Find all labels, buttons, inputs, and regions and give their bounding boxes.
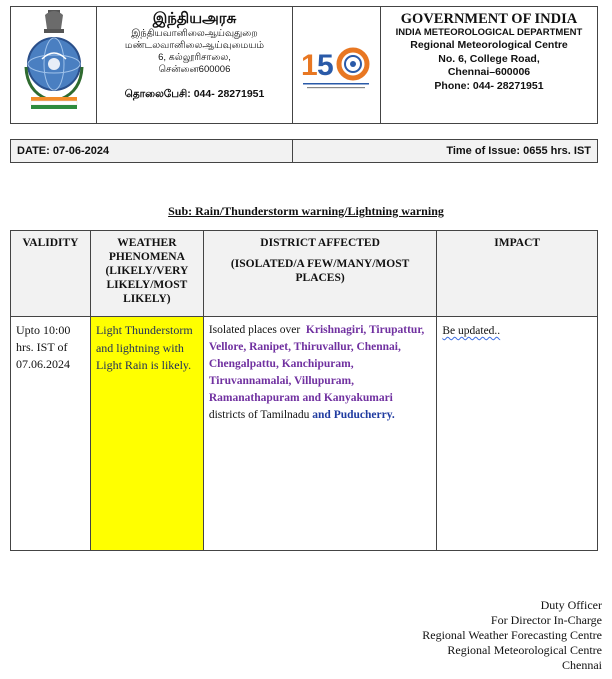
imd-150-years-logo-icon: [293, 7, 381, 123]
signature-line: Regional Meteorological Centre: [447, 643, 602, 657]
address-line: Chennai–600006: [447, 66, 531, 78]
date-bar: [10, 139, 598, 163]
tamil-line: மண்டலவானிலைஆய்வுமையம்: [124, 40, 265, 51]
header-impact-label: IMPACT: [494, 237, 541, 249]
address-line: No. 6, College Road,: [438, 52, 540, 65]
signature-line: For Director In-Charge: [490, 613, 602, 627]
header-phenomena: [90, 231, 203, 317]
issue-time: Time of Issue: 0655 hrs. IST: [446, 145, 591, 157]
tamil-line: 6, கல்லூரிசாலை,: [158, 52, 231, 63]
signature-block: [422, 598, 602, 673]
signature-line: Chennai: [562, 658, 602, 672]
district-list: Krishnagiri, Tirupattur, Vellore, Ranipet, Thiruvallur, Chennai, Chengalpattu, Kanchipuram, Tiruvannamalai, Villupuram, Ramanathapuram and Kanyakumari: [208, 324, 425, 404]
district-extra: and Puducherry.: [312, 409, 395, 421]
district-suffix: districts of Tamilnadu: [208, 409, 310, 421]
validity-cell: [11, 317, 91, 551]
subject-line: Sub: Rain/Thunderstorm warning/Lightning warning: [168, 204, 444, 218]
table-header-row: [11, 231, 598, 317]
imd-emblem-cell: [11, 7, 97, 123]
validity-text: Upto 10:00 hrs. IST of 07.06.2024: [16, 323, 71, 371]
issue-date: DATE: 07-06-2024: [11, 140, 293, 162]
address-line: Regional Meteorological Centre: [410, 39, 568, 51]
government-title: GOVERNMENT OF INDIA: [400, 11, 578, 27]
header-district-sub: (ISOLATED/A FEW/MANY/MOST PLACES): [230, 258, 410, 284]
tamil-line: சென்னை600006: [158, 64, 231, 75]
tamil-title: இந்தியஅரசு: [152, 10, 237, 27]
tamil-address: [97, 7, 293, 123]
badge-number-one: 1: [301, 49, 318, 82]
phone-line: Phone: 044- 28271951: [434, 79, 544, 92]
signature-line: Regional Weather Forecasting Centre: [422, 628, 602, 642]
badge-number-five: 5: [317, 49, 334, 82]
imd-emblem-icon: [11, 7, 97, 123]
tamil-phone: தொலைபேசி: 044- 28271951: [124, 88, 265, 100]
district-cell: [203, 317, 437, 551]
warning-table: [10, 230, 598, 551]
impact-cell: [437, 317, 598, 551]
impact-text: Be updated..: [442, 325, 501, 337]
signature-line: Duty Officer: [540, 598, 602, 612]
letterhead: [10, 6, 598, 124]
header-validity-label: VALIDITY: [22, 237, 79, 249]
header-phenomena-title: WEATHER PHENOMENA: [108, 237, 185, 263]
district-prefix: Isolated places over: [208, 324, 301, 336]
header-district-title: DISTRICT AFFECTED: [260, 237, 380, 249]
phenomena-text: Light Thunderstorm and lightning with Light Rain is likely.: [95, 323, 193, 372]
table-row: [11, 317, 598, 551]
header-validity: [11, 231, 91, 317]
header-phenomena-sub: (LIKELY/VERY LIKELY/MOST LIKELY): [105, 265, 189, 305]
department-name: INDIA METEOROLOGICAL DEPARTMENT: [395, 27, 583, 38]
header-impact: [437, 231, 598, 317]
english-address: [381, 7, 597, 123]
anniversary-badge-cell: [293, 7, 381, 123]
phenomena-cell: [90, 317, 203, 551]
tamil-line: இந்தியவானிலைஆய்வுதுறை: [131, 28, 258, 39]
header-district: [203, 231, 437, 317]
